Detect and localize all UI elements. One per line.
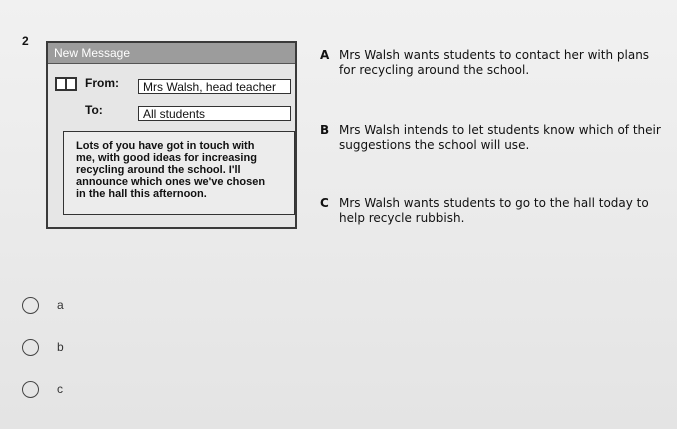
message-title: New Message: [48, 43, 295, 64]
question-number: 2: [22, 34, 29, 48]
to-label: To:: [85, 103, 103, 117]
message-window: [46, 41, 297, 229]
from-label: From:: [85, 76, 119, 90]
answer-label: c: [57, 382, 63, 396]
radio-button[interactable]: [22, 339, 39, 356]
option-letter: C: [320, 196, 329, 210]
option-text: Mrs Walsh intends to let students know which of their suggestions the school will use.: [339, 123, 661, 152]
address-book-icon: [55, 77, 77, 91]
radio-button[interactable]: [22, 381, 39, 398]
option-letter: B: [320, 123, 330, 137]
option-text: Mrs Walsh wants students to contact her with plans for recycling around the school.: [339, 48, 650, 77]
to-field: All students: [138, 106, 291, 121]
message-body: Lots of you have got in touch with me, with good ideas for increasing recycling around the school. I'll announce which ones we've chosen in the hall this afternoon.: [63, 131, 295, 215]
answer-label: a: [57, 298, 64, 312]
option-c: [320, 196, 665, 226]
answer-label: b: [57, 340, 64, 354]
option-text: Mrs Walsh wants students to go to the hall today to help recycle rubbish.: [339, 196, 649, 225]
from-field: Mrs Walsh, head teacher: [138, 79, 291, 94]
option-b: [320, 123, 665, 153]
option-letter: A: [320, 48, 330, 62]
radio-button[interactable]: [22, 297, 39, 314]
option-a: [320, 48, 665, 78]
